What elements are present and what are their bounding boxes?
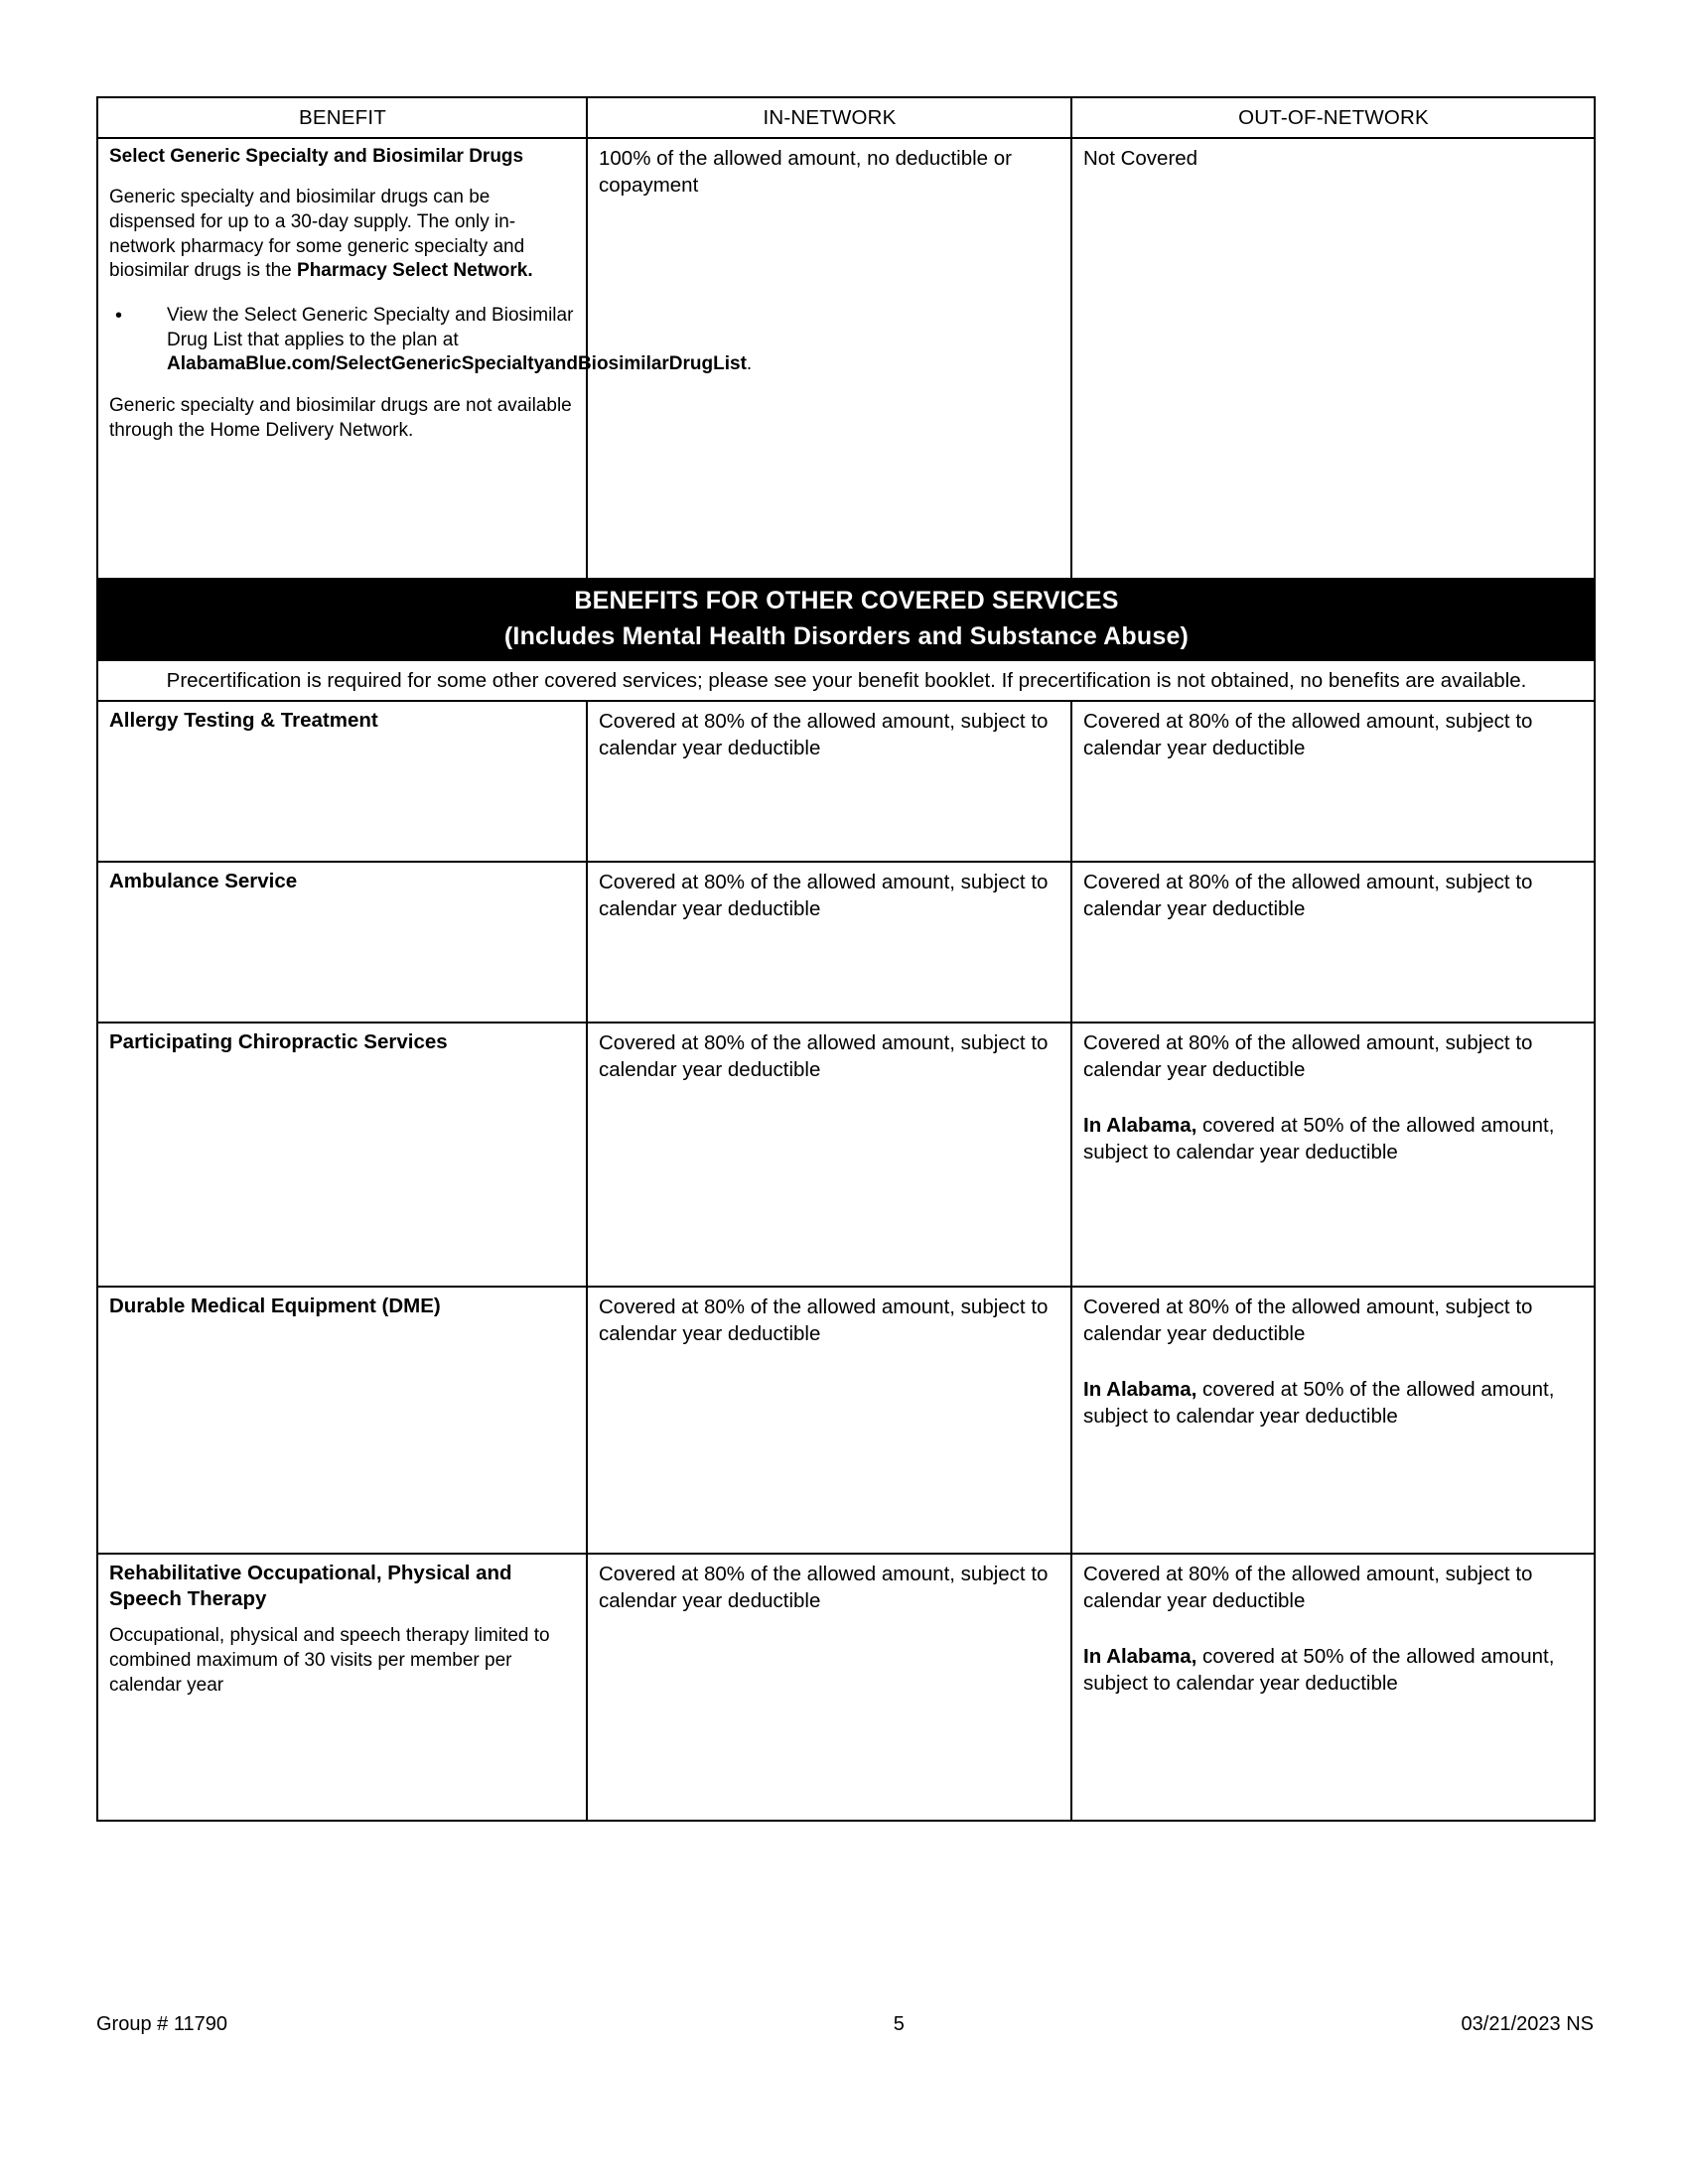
- in-network-cell-durable-medical-equipment: [587, 1287, 1071, 1554]
- out-of-network-cell-ambulance-service: [1071, 862, 1595, 1023]
- out-of-network-cell-durable-medical-equipment: [1071, 1287, 1595, 1554]
- column-header-benefit: BENEFIT: [97, 97, 587, 138]
- in-alabama-text: covered at 50% of the allowed amount, subject to calendar year deductible: [1083, 1114, 1555, 1164]
- in-network-value: 100% of the allowed amount, no deductible or copayment: [599, 147, 1012, 198]
- in-network-value: Covered at 80% of the allowed amount, subject to calendar year deductible: [599, 1562, 1049, 1612]
- benefit-description-text: Generic specialty and biosimilar drugs can be dispensed for up to a 30-day supply. The only in-network pharmacy for some generic specialty and biosimilar drugs is the: [109, 187, 525, 282]
- in-network-cell-allergy-testing-and-treatment: [587, 701, 1071, 862]
- benefit-cell-rehabilitative-therapy: [97, 1554, 587, 1821]
- benefit-name: Select Generic Specialty and Biosimilar Drugs: [109, 146, 524, 168]
- footer-page-number: 5: [893, 2013, 905, 2035]
- out-of-network-alabama-exception: [1083, 1376, 1584, 1431]
- benefit-summary-table: [96, 96, 1596, 1822]
- precertification-row: [97, 660, 1595, 701]
- out-of-network-cell-rehabilitative-therapy: [1071, 1554, 1595, 1821]
- table-header-row: [97, 97, 1595, 138]
- out-of-network-value: Covered at 80% of the allowed amount, subject to calendar year deductible: [1083, 1295, 1533, 1345]
- column-header-in-network: IN-NETWORK: [587, 97, 1071, 138]
- benefit-cell-durable-medical-equipment: [97, 1287, 587, 1554]
- out-of-network-cell-select-generic-specialty: [1071, 138, 1595, 579]
- benefit-name: Allergy Testing & Treatment: [109, 708, 378, 732]
- out-of-network-cell-allergy-testing-and-treatment: [1071, 701, 1595, 862]
- in-network-value: Covered at 80% of the allowed amount, subject to calendar year deductible: [599, 1030, 1049, 1081]
- out-of-network-value: Not Covered: [1083, 147, 1198, 171]
- drug-list-url: AlabamaBlue.com/SelectGenericSpecialtyandBiosimilarDrugList: [167, 353, 747, 375]
- table-row: [97, 1554, 1595, 1821]
- bullet-tail: .: [746, 353, 753, 375]
- benefit-cell-participating-chiropractic-services: [97, 1023, 587, 1287]
- section-banner-subtitle: (Includes Mental Health Disorders and Substance Abuse): [503, 622, 1190, 651]
- in-network-cell-rehabilitative-therapy: [587, 1554, 1071, 1821]
- out-of-network-value: Covered at 80% of the allowed amount, subject to calendar year deductible: [1083, 1030, 1533, 1081]
- in-alabama-text: covered at 50% of the allowed amount, subject to calendar year deductible: [1083, 1378, 1555, 1429]
- out-of-network-cell-participating-chiropractic-services: [1071, 1023, 1595, 1287]
- out-of-network-value: Covered at 80% of the allowed amount, subject to calendar year deductible: [1083, 870, 1533, 920]
- page-footer: [96, 2013, 1594, 2036]
- in-network-value: Covered at 80% of the allowed amount, subject to calendar year deductible: [599, 709, 1049, 759]
- footer-group-number: Group # 11790: [96, 2013, 227, 2035]
- in-network-value: Covered at 80% of the allowed amount, subject to calendar year deductible: [599, 870, 1049, 920]
- table-row: [97, 138, 1595, 579]
- benefit-name: Rehabilitative Occupational, Physical and Speech Therapy: [109, 1561, 512, 1611]
- out-of-network-value: Covered at 80% of the allowed amount, subject to calendar year deductible: [1083, 1562, 1533, 1612]
- table-row: [97, 701, 1595, 862]
- in-alabama-label: In Alabama,: [1083, 1645, 1197, 1669]
- footer-revision-date: 03/21/2023 NS: [1461, 2013, 1594, 2035]
- section-banner: [97, 579, 1595, 660]
- table-row: [97, 1287, 1595, 1554]
- benefit-description: [109, 186, 576, 284]
- pharmacy-select-network-label: Pharmacy Select Network.: [297, 260, 533, 282]
- in-network-cell-participating-chiropractic-services: [587, 1023, 1071, 1287]
- in-alabama-text: covered at 50% of the allowed amount, subject to calendar year deductible: [1083, 1645, 1555, 1696]
- in-alabama-label: In Alabama,: [1083, 1378, 1197, 1402]
- precertification-note: Precertification is required for some other covered services; please see your benefit booklet. If precertification is not obtained, no benefits are available.: [97, 660, 1595, 701]
- benefit-cell-select-generic-specialty: [97, 138, 753, 579]
- in-alabama-label: In Alabama,: [1083, 1114, 1197, 1138]
- bullet-text: View the Select Generic Specialty and Biosimilar Drug List that applies to the plan at: [167, 305, 574, 350]
- benefit-name: Participating Chiropractic Services: [109, 1029, 448, 1053]
- section-banner-title: BENEFITS FOR OTHER COVERED SERVICES: [574, 587, 1119, 615]
- column-header-out-of-network: OUT-OF-NETWORK: [1071, 97, 1595, 138]
- table-row: [97, 862, 1595, 1023]
- section-banner-row: [97, 579, 1595, 660]
- list-item: [109, 304, 753, 377]
- in-network-value: Covered at 80% of the allowed amount, subject to calendar year deductible: [599, 1295, 1049, 1345]
- benefit-name: Durable Medical Equipment (DME): [109, 1294, 441, 1317]
- out-of-network-alabama-exception: [1083, 1643, 1584, 1698]
- benefit-bullet-list: [109, 304, 753, 377]
- benefit-cell-ambulance-service: [97, 862, 587, 1023]
- benefit-description-secondary: Generic specialty and biosimilar drugs are not available through the Home Delivery Network.: [109, 395, 572, 441]
- out-of-network-alabama-exception: [1083, 1112, 1584, 1166]
- table-row: [97, 1023, 1595, 1287]
- benefit-name: Ambulance Service: [109, 869, 298, 892]
- in-network-cell-ambulance-service: [587, 862, 1071, 1023]
- benefit-cell-allergy-testing-and-treatment: [97, 701, 587, 862]
- out-of-network-value: Covered at 80% of the allowed amount, subject to calendar year deductible: [1083, 709, 1533, 759]
- benefit-description: Occupational, physical and speech therapy limited to combined maximum of 30 visits per member per calendar year: [109, 1624, 550, 1697]
